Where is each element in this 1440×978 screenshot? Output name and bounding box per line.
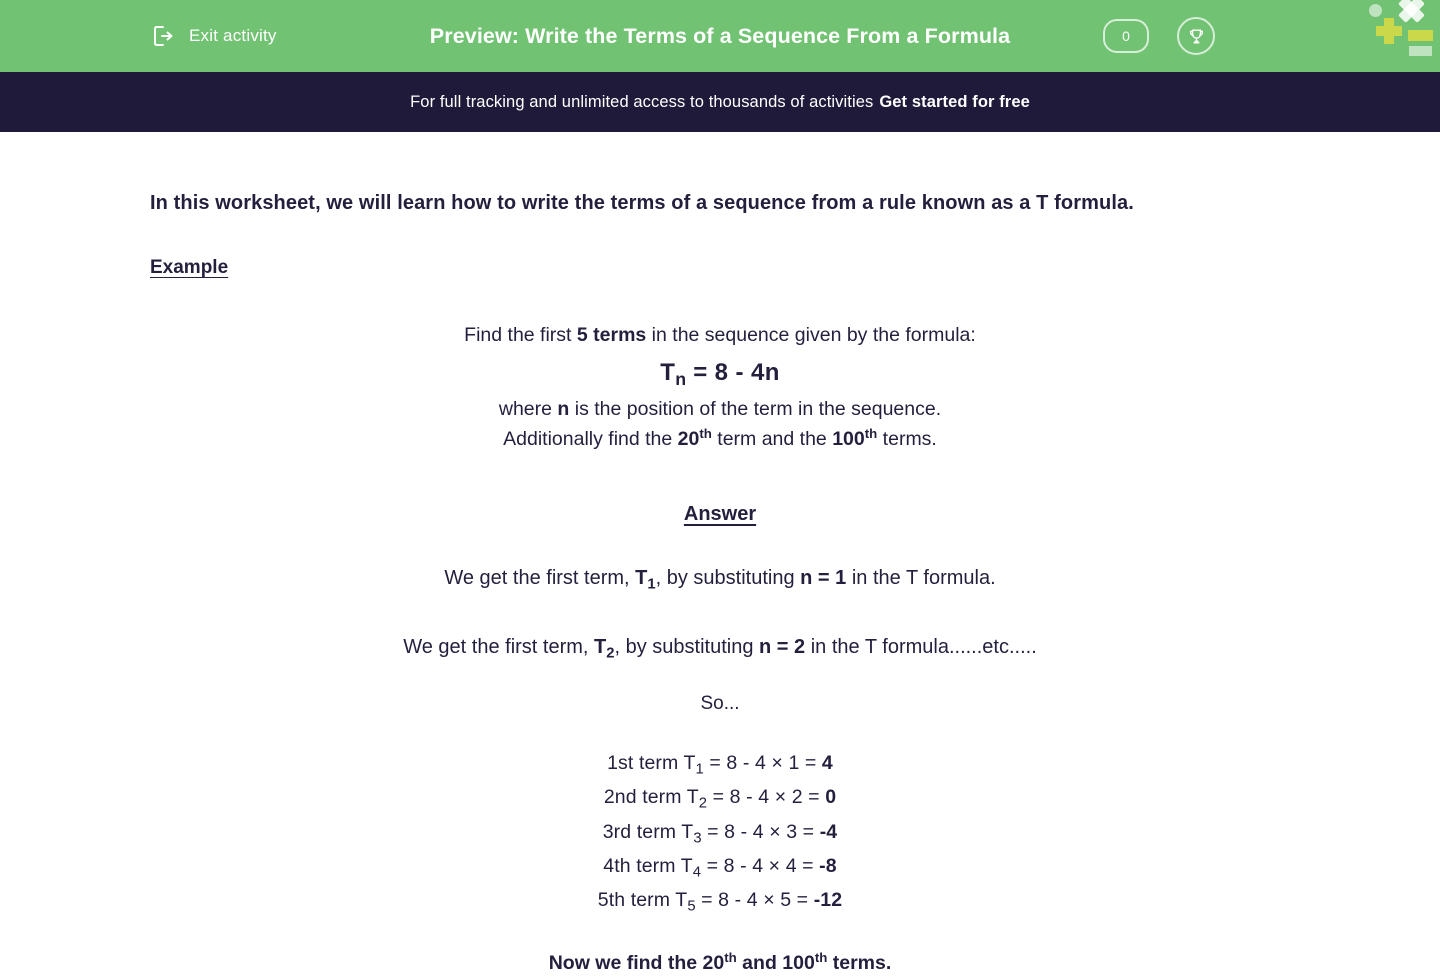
term-subscript: 3 bbox=[693, 830, 702, 847]
term-row bbox=[150, 782, 1290, 816]
closing-suffix-th: th bbox=[724, 950, 737, 966]
score-value: 0 bbox=[1122, 28, 1130, 44]
term-expression: = 8 - 4 × 5 = bbox=[695, 889, 814, 912]
term-label: 4th term T bbox=[603, 854, 693, 877]
term-result: -4 bbox=[819, 820, 838, 843]
minus-icon bbox=[1408, 30, 1433, 41]
logout-icon bbox=[150, 22, 178, 50]
question-line-3 bbox=[150, 424, 1290, 455]
dot-icon bbox=[1369, 4, 1382, 17]
term-row bbox=[150, 851, 1290, 885]
term-row bbox=[150, 748, 1290, 782]
sub2-pre: We get the first term, bbox=[403, 635, 595, 658]
ordinal-100: 100 bbox=[832, 428, 865, 451]
term-label: 1st term T bbox=[607, 752, 696, 775]
question-terms-count: 5 terms bbox=[576, 324, 647, 346]
ordinal-suffix-th: th bbox=[699, 426, 712, 442]
term-expression: = 8 - 4 × 2 = bbox=[707, 786, 826, 809]
t-formula bbox=[150, 355, 1290, 393]
worksheet-content bbox=[0, 190, 1440, 978]
get-started-link[interactable]: Get started for free bbox=[879, 92, 1030, 111]
question-line-3-pre: Additionally find the bbox=[503, 428, 678, 451]
question-line-2-pre: where bbox=[498, 397, 558, 420]
example-question bbox=[150, 321, 1290, 455]
sub1-n-value: n = 1 bbox=[800, 566, 847, 589]
trophy-icon bbox=[1187, 27, 1206, 46]
question-line-3-post: terms. bbox=[877, 428, 937, 451]
term-subscript: 5 bbox=[687, 898, 696, 915]
term-expression: = 8 - 4 × 3 = bbox=[701, 820, 820, 843]
term-expression: = 8 - 4 × 1 = bbox=[703, 752, 822, 775]
term-label: 2nd term T bbox=[603, 786, 699, 809]
sub1-t-symbol: T bbox=[635, 566, 648, 589]
substitution-line-1 bbox=[150, 564, 1290, 595]
minus-icon-secondary bbox=[1409, 46, 1432, 56]
sub2-n-value: n = 2 bbox=[759, 635, 806, 658]
closing-suffix-th-2: th bbox=[814, 950, 828, 966]
term-result: 0 bbox=[825, 786, 837, 809]
formula-symbol: T bbox=[660, 358, 676, 386]
answer-heading: Answer bbox=[683, 502, 757, 525]
term-subscript: 4 bbox=[692, 864, 702, 881]
term-label: 3rd term T bbox=[602, 820, 694, 843]
term-subscript: 1 bbox=[695, 761, 704, 778]
variable-n: n bbox=[557, 397, 570, 420]
decorative-math-symbols bbox=[1360, 0, 1440, 60]
promo-banner bbox=[0, 72, 1440, 132]
term-result: -12 bbox=[813, 889, 843, 912]
substitution-line-2 bbox=[150, 633, 1290, 664]
page-title: Preview: Write the Terms of a Sequence From a Formula bbox=[429, 23, 1011, 48]
topbar-actions bbox=[1103, 17, 1215, 55]
question-line-2-post: is the position of the term in the sequence. bbox=[569, 397, 942, 420]
closing-line bbox=[150, 949, 1290, 977]
sub2-t-symbol: T bbox=[594, 635, 607, 658]
ordinal-suffix-th-2: th bbox=[864, 426, 878, 442]
achievements-button[interactable] bbox=[1177, 17, 1215, 55]
sub1-index: 1 bbox=[647, 576, 656, 593]
closing-pre: Now we find the bbox=[548, 952, 703, 975]
plus-icon bbox=[1376, 18, 1402, 44]
so-line: So... bbox=[700, 693, 740, 715]
exit-activity-button[interactable] bbox=[150, 22, 277, 50]
worksheet-intro: In this worksheet, we will learn how to write the terms of a sequence from a rule known as a T formula. bbox=[150, 192, 1134, 214]
closing-post: terms. bbox=[827, 952, 892, 975]
question-line-1-pre: Find the first bbox=[464, 324, 577, 346]
sub2-post: in the T formula......etc..... bbox=[805, 635, 1037, 658]
term-result: 4 bbox=[821, 752, 833, 775]
question-line-3-mid: term and the bbox=[711, 428, 833, 451]
question-line-2 bbox=[150, 395, 1290, 425]
sub2-mid: , by substituting bbox=[614, 635, 760, 658]
sub1-pre: We get the first term, bbox=[444, 566, 636, 589]
promo-text: For full tracking and unlimited access to thousands of activities bbox=[410, 92, 874, 111]
formula-expression: = 8 - 4n bbox=[686, 358, 780, 386]
terms-calculation-list bbox=[150, 748, 1290, 919]
multiply-icon bbox=[1399, 0, 1425, 23]
ordinal-20: 20 bbox=[677, 428, 700, 451]
example-heading-wrap bbox=[150, 217, 1290, 279]
term-result: -8 bbox=[819, 854, 837, 877]
sub1-post: in the T formula. bbox=[846, 566, 996, 589]
exit-activity-label: Exit activity bbox=[189, 26, 277, 45]
closing-mid: and 100 bbox=[736, 952, 815, 975]
question-line-1-post: in the sequence given by the formula: bbox=[646, 324, 976, 346]
term-expression: = 8 - 4 × 4 = bbox=[701, 854, 820, 877]
score-badge[interactable] bbox=[1103, 19, 1149, 53]
top-app-bar bbox=[0, 0, 1440, 72]
question-line-1 bbox=[150, 321, 1290, 351]
sub1-mid: , by substituting bbox=[655, 566, 801, 589]
sub2-index: 2 bbox=[606, 645, 615, 662]
example-heading: Example bbox=[150, 257, 229, 278]
term-subscript: 2 bbox=[698, 795, 708, 812]
closing-20: 20 bbox=[702, 952, 725, 975]
term-label: 5th term T bbox=[597, 889, 688, 912]
formula-subscript: n bbox=[675, 368, 687, 389]
term-row bbox=[150, 885, 1290, 919]
term-row bbox=[150, 817, 1290, 851]
